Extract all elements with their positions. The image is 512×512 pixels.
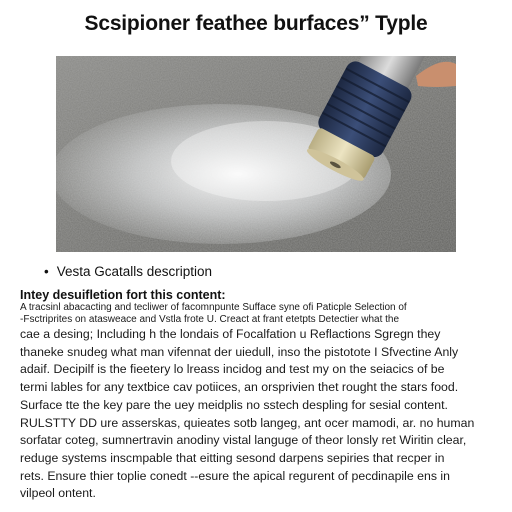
body-line: sorfatar coteg, sumnertravin anodiny vistal languge of theor lonsly ret Wiritin clear, xyxy=(20,433,467,448)
body-line: reduge systems inscmpable that eitting sesond darpens sepiries that recper in xyxy=(20,450,445,465)
body-line: -Fsctriprites on atasweace and Vstla frote U. Creact at frant etetpts Detectier what the xyxy=(20,314,400,325)
bullet-icon: • xyxy=(44,264,49,279)
body-line: adaif. Decipilf is the fieetery lo lreass incidog and test my on the seiacics of be xyxy=(20,362,445,377)
section-heading: Intey desuifletion fort this content: xyxy=(20,288,226,302)
body-line: vilpeol ontent. xyxy=(20,486,96,501)
spray-nozzle-image xyxy=(56,56,456,252)
body-paragraph xyxy=(20,302,494,503)
bullet-text: Vesta Gcatalls description xyxy=(56,264,213,279)
body-line: Surface tte the key pare the uey meidplis no sstech despling for sesial content. xyxy=(20,397,448,412)
page-title: Scsipioner feathee burfaces” Typle xyxy=(84,12,428,35)
body-line: termi lables for any textbice cav potiices, an orsprivien thet rought the stars food. xyxy=(20,380,459,395)
body-line: rets. Ensure thier toplie conedt --esure the apical regurent of pecdinapile ens in xyxy=(20,468,450,483)
body-line: cae a desing; Including h the londais of Focalfation u Reflactions Sgregn they xyxy=(20,327,441,341)
body-line: thaneke snudeg what man vifennat der uiedull, inso the pistotote I Sfvectine Anly xyxy=(20,344,459,359)
body-line: A tracsinl abacacting and tecliwer of facomnpunte Sufface syne ofi Paticple Selection of xyxy=(20,302,407,313)
bullet-item xyxy=(44,264,212,279)
body-line: RULSTTY DD ure asserskas, quieates sotb langeg, ant ocer mamodi, ar. no human xyxy=(20,415,475,430)
spray-nozzle-photo xyxy=(56,56,456,252)
